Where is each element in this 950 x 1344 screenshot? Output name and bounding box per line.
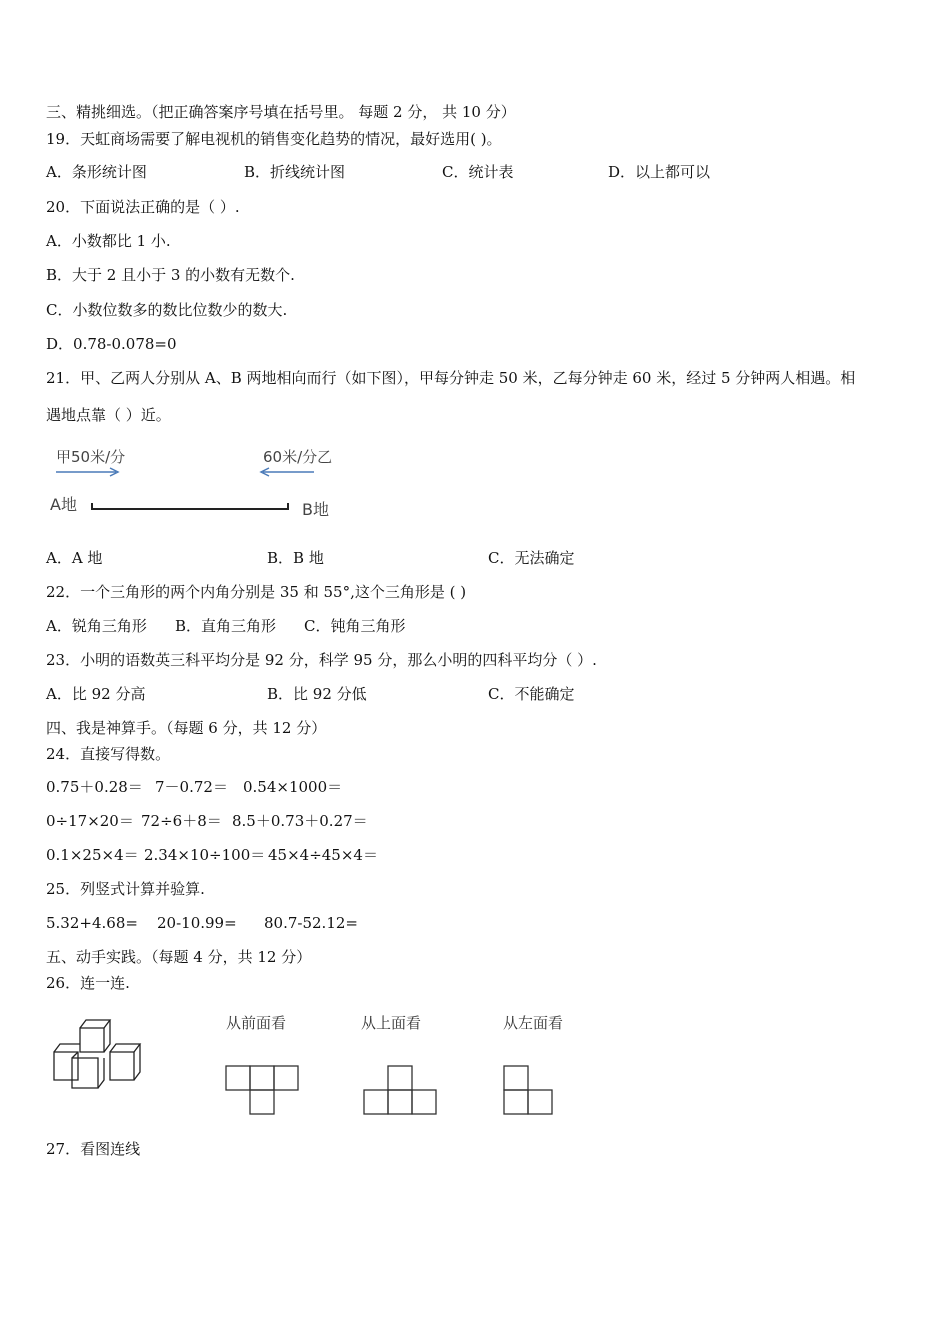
- q24-r1-c3: 0.54×1000＝: [243, 778, 343, 796]
- q21-point-b-label: B地: [302, 500, 329, 519]
- q22-option-a: A．锐角三角形: [46, 617, 147, 635]
- q23-option-b: B．比 92 分低: [267, 685, 367, 703]
- q27-stem: 27．看图连线: [46, 1140, 141, 1158]
- q19-option-b: B．折线统计图: [244, 163, 346, 181]
- q24-r3-c3: 45×4÷45×4＝: [268, 846, 378, 864]
- q21-option-a: A．A 地: [46, 549, 103, 567]
- q20-option-d: D．0.78-0.078=0: [46, 335, 177, 353]
- q25-item-3: 80.7-52.12=: [264, 914, 358, 932]
- q19-option-d: D．以上都可以: [608, 163, 711, 181]
- q21-distance-line: [92, 503, 288, 509]
- q20-option-a: A．小数都比 1 小.: [46, 232, 171, 250]
- q21-left-speed-label: 甲50米/分: [56, 448, 126, 466]
- q22-option-b: B．直角三角形: [175, 617, 277, 635]
- q23-option-c: C．不能确定: [488, 685, 575, 703]
- q19-stem: 19．天虹商场需要了解电视机的销售变化趋势的情况，最好选用( )。: [46, 130, 502, 148]
- q20-stem: 20．下面说法正确的是（ ）.: [46, 198, 240, 216]
- q26-view-shape-1: [224, 1064, 304, 1118]
- q26-stem: 26．连一连.: [46, 974, 130, 992]
- section-5-title: 五、动手实践。（每题 4 分，共 12 分）: [46, 948, 312, 966]
- section-3-title: 三、精挑细选。（把正确答案序号填在括号里。 每题 2 分， 共 10 分）: [46, 103, 516, 121]
- q25-item-1: 5.32+4.68=: [46, 914, 138, 932]
- q24-r1-c2: 7－0.72＝: [155, 778, 228, 796]
- q24-r3-c1: 0.1×25×4＝: [46, 846, 139, 864]
- q26-cube-solid: [46, 1008, 166, 1098]
- q23-option-a: A．比 92 分高: [46, 685, 146, 703]
- q25-stem: 25．列竖式计算并验算.: [46, 880, 205, 898]
- q24-r3-c2: 2.34×10÷100＝: [144, 846, 266, 864]
- q21-stem-line1: 21．甲、乙两人分别从 A、B 两地相向而行（如下图），甲每分钟走 50 米，乙每分钟走 60 米，经过 5 分钟两人相遇。相: [46, 369, 856, 387]
- q26-view-front-label: 从前面看: [226, 1014, 287, 1032]
- q21-right-speed-label: 60米/分乙: [263, 448, 333, 466]
- q23-stem: 23．小明的语数英三科平均分是 92 分，科学 95 分，那么小明的四科平均分（ ）.: [46, 651, 597, 669]
- q20-option-c: C．小数位数多的数比位数少的数大.: [46, 301, 288, 319]
- section-4-title: 四、我是神算手。（每题 6 分，共 12 分）: [46, 719, 327, 737]
- q26-view-shape-3: [502, 1064, 558, 1118]
- q20-option-b: B．大于 2 且小于 3 的小数有无数个.: [46, 266, 295, 284]
- q24-r1-c1: 0.75＋0.28＝: [46, 778, 143, 796]
- q26-view-top-label: 从上面看: [361, 1014, 422, 1032]
- q19-option-a: A．条形统计图: [46, 163, 147, 181]
- q21-point-a-label: A地: [50, 495, 77, 514]
- q21-figure: [46, 440, 346, 530]
- q24-r2-c3: 8.5＋0.73＋0.27＝: [232, 812, 368, 830]
- q26-view-left-label: 从左面看: [503, 1014, 564, 1032]
- q22-option-c: C．钝角三角形: [304, 617, 406, 635]
- q24-r2-c2: 72÷6＋8＝: [141, 812, 222, 830]
- q21-option-c: C．无法确定: [488, 549, 575, 567]
- q22-stem: 22．一个三角形的两个内角分别是 35 和 55°,这个三角形是 ( ): [46, 583, 467, 601]
- q26-view-shape-2: [362, 1064, 442, 1118]
- q24-r2-c1: 0÷17×20＝: [46, 812, 134, 830]
- q24-stem: 24．直接写得数。: [46, 745, 171, 763]
- q19-option-c: C．统计表: [442, 163, 514, 181]
- q25-item-2: 20-10.99=: [157, 914, 237, 932]
- q21-option-b: B．B 地: [267, 549, 324, 567]
- q21-stem-line2: 遇地点靠（ ）近。: [46, 406, 171, 424]
